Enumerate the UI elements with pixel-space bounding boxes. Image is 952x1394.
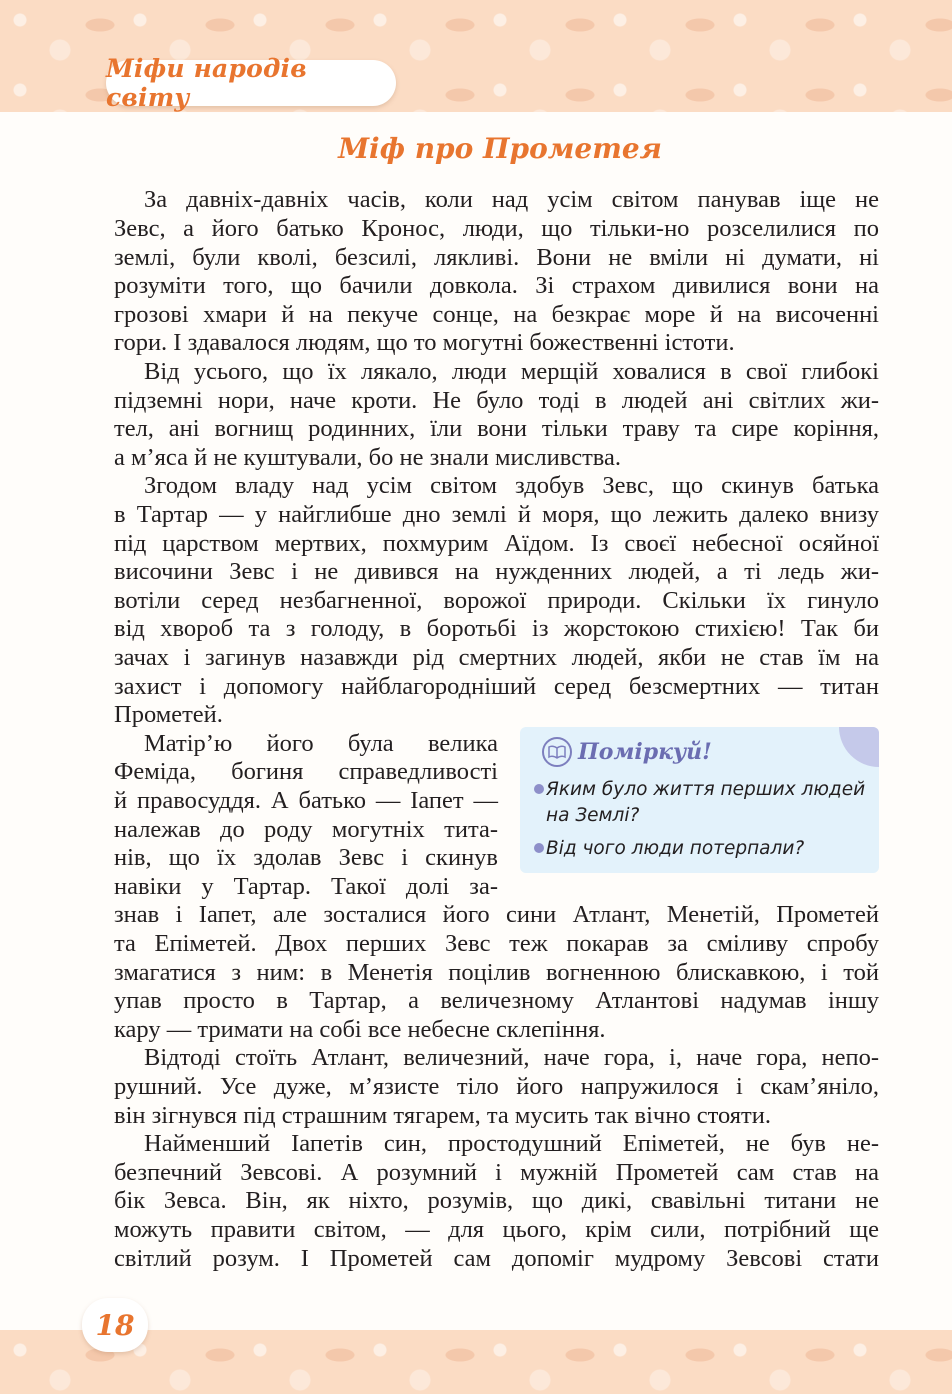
text-line: нів, що їх здолав Зевс і скинув [114,844,498,871]
text-line: й правосуддя. А батько — Іапет — [114,787,498,814]
text-line: землі, були кволі, безсилі, лякливі. Вони не вміли ні думати, ні [114,244,879,271]
bullet-icon [534,784,544,794]
text-line: навіки у Тартар. Такої долі за- [114,873,498,900]
text-line: гори. І здавалося людям, що то могутні божественні істоти. [114,329,735,356]
section-tab [106,54,396,112]
think-box-header [542,737,712,767]
text-line: Зевс, а його батько Кронос, люди, що тільки-но розселилися по [114,215,879,242]
decorative-corner [839,727,879,767]
text-line: безпечний Зевсові. А розумний і мужній Прометей сам став на [114,1159,879,1186]
text-line: Від усього, що їх лякало, люди мерщій ховалися в свої глибокі [144,358,879,385]
open-book-icon [542,737,572,767]
think-box-title: Поміркуй! [578,739,712,765]
story-title: Міф про Прометея [338,132,662,165]
text-line: підземні нори, наче кроти. Не було тоді в людей ані світлих жи- [114,387,879,414]
section-title: Міфи народів світу [106,54,307,112]
text-line: тел, ані вогнищ родинних, їли вони тільки траву та сире коріння, [114,415,879,442]
text-line: від хвороб та з голоду, в боротьбі із жорстокою стихією! Так би [114,615,879,642]
text-line: змагатися з ним: в Менетія поцілив вогненною блискавкою, і той [114,959,879,986]
text-line: Матір’ю його була велика [144,730,498,757]
question-item [534,777,874,829]
bullet-icon [534,843,544,853]
question-item [534,836,874,862]
text-line: Відтоді стоїть Атлант, величезний, наче гора, і, наче гора, непо- [144,1044,879,1071]
text-line: височини Зевс і не дивився на нужденних людей, а ті ледь жи- [114,558,879,585]
text-line: Згодом владу над усім світом здобув Зевс, що скинув батька [144,472,879,499]
text-line: За давніх-давніх часів, коли над усім світом панував іще не [144,186,879,213]
text-line: та Епіметей. Двох перших Зевс теж покарав за сміливу спробу [114,930,879,957]
text-line: бік Зевса. Він, як ніхто, розумів, що дикі, свавільні титани не [114,1187,879,1214]
text-line: він зігнувся під страшним тягарем, та мусить так вічно стояти. [114,1102,771,1129]
text-line: упав просто в Тартар, а величезному Атлантові надумав іншу [114,987,879,1014]
text-line: кару — тримати на собі все небесне склепіння. [114,1016,606,1043]
text-line: Найменший Іапетів син, простодушний Епіметей, не був не- [144,1130,879,1157]
text-line: Прометей. [114,701,223,728]
text-line: розуміти того, що бачили довкола. Зі страхом дивилися вони на [114,272,879,299]
text-line: вотіли серед незбагненної, ворожої природи. Скільки їх гинуло [114,587,879,614]
text-line: Феміда, богиня справедливості [114,758,498,785]
text-line: можуть правити світом, — для цього, крім сили, потрібний ще [114,1216,879,1243]
text-line: знав і Іапет, але зосталися його сини Атлант, Менетій, Прометей [114,901,879,928]
question-text: Від чого люди потерпали? [546,838,805,859]
page-number-badge [82,1298,148,1352]
text-line: а м’яса й не куштували, бо не знали мисливства. [114,444,622,471]
text-line: світлий розум. І Прометей сам допоміг мудрому Зевсові стати [114,1245,879,1272]
text-line: грозові хмари й на пекуче сонце, на безкрає море й на височенні [114,301,879,328]
question-text: Яким було життя перших людей на Землі? [546,779,866,826]
text-line: належав до роду могутніх тита- [114,816,498,843]
text-line: в Тартар — у найглибше дно землі й моря, що лежить далеко внизу [114,501,879,528]
think-box [520,727,879,873]
text-line: рушний. Усе дуже, м’язисте тіло його напружилося і скам’яніло, [114,1073,879,1100]
text-line: під царством мертвих, похмурим Аїдом. Із своєї небесної осяйної [114,530,879,557]
page-number: 18 [95,1308,135,1342]
text-line: захист і допомогу найблагородніший серед безсмертних — титан [114,673,879,700]
text-line: зачах і загинув назавжди рід смертних людей, якби не став їм на [114,644,879,671]
